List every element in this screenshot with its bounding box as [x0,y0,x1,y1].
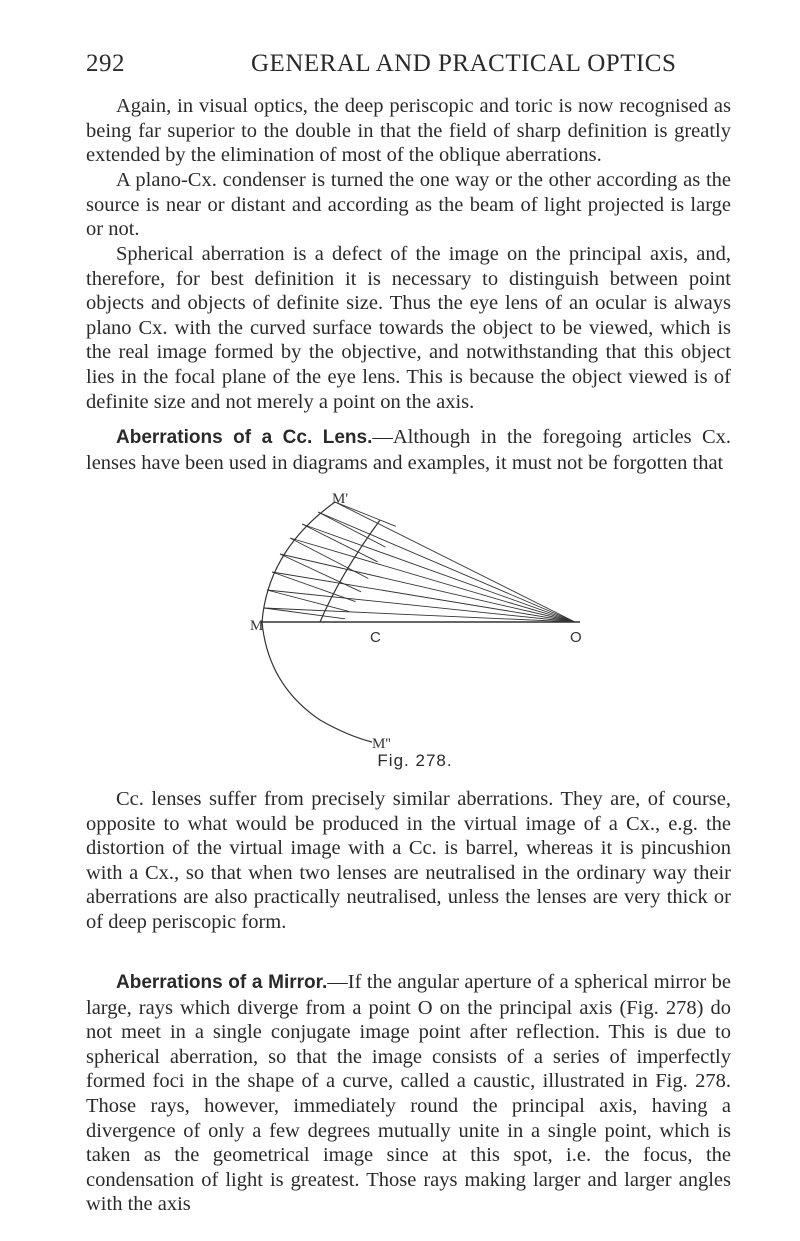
reflected-ray [290,538,368,579]
reflected-ray [302,524,378,562]
paragraph-periscopic: Again, in visual optics, the deep periscopic and toric is now recognised as being far superior to the double in that the field of sharp definition is greatly extended by the elimination of most of the oblique aberrations. [86,95,731,167]
label-origin: O [570,629,582,646]
paragraph-cc-aberrations: Cc. lenses suffer from precisely similar aberrations. They are, of course, opposite to what would be produced in the virtual image of a Cx., e.g. the distortion of the virtual image with a Cc. is barrel, whereas it is pincushion with a Cx., so that when two lenses are neutralised in the ordinary way their aberrations are also practically neutralised, unless the lenses are very thick or of deep periscopic form. [86,788,731,933]
incident-ray [318,512,575,622]
figure-caption: Fig. 278. [377,751,453,770]
label-center: C [370,629,381,646]
paragraph-cc-lens [86,425,731,475]
section-heading-cc-lens: Aberrations of a Cc. Lens. [116,427,373,448]
paragraph-spherical-aberration: Spherical aberration is a defect of the image on the principal axis, and, therefore, for best definition it is necessary to distinguish between point objects and objects of definite size. Thus the eye lens of an ocular is always plano Cx. with the curved surface towards the object to be viewed, which is the real image formed by the objective, and notwithstanding that this object lies in the focal plane of the eye lens. This is because the object viewed is of definite size and not merely a point on the axis. [86,243,731,413]
label-m-left: M [250,618,264,634]
incident-ray [267,590,575,622]
incident-ray [302,524,575,622]
incident-ray [272,572,575,622]
running-title: GENERAL AND PRACTICAL OPTICS [251,50,677,77]
reflected-ray [280,554,361,592]
paragraph-cc-lens-text: —Although in the foregoing articles Cx. lenses have been used in diagrams and examples, it must not be forgotten that [86,426,731,474]
caustic-diagram [240,480,640,780]
label-m-top: M' [332,491,349,507]
label-m-bottom: M'' [372,736,391,752]
section-heading-mirror: Aberrations of a Mirror. [116,972,328,993]
page-number: 292 [86,50,125,77]
paragraph-condenser: A plano-Cx. condenser is turned the one way or the other according as the source is near or distant and according as the beam of light projected is large or not. [86,169,731,241]
incident-ray [264,608,575,622]
paragraph-mirror-text: —If the angular aperture of a spherical mirror be large, rays which diverge from a point O on the principal axis (Fig. 278) do not meet in a single conjugate image point after reflection. This is due to spherical aberration, so that the image consists of a series of imperfectly formed foci in the shape of a curve, called a caustic, illustrated in Fig. 278. Those rays, however, immediately round the principal axis, having a divergence of only a few degrees mutually unite in a single point, which is taken as the geometrical image since at this spot, i.e. the focus, the condensation of light is greatest. Those rays making larger and larger angles with the axis [86,971,731,1216]
paragraph-mirror [86,970,731,1217]
